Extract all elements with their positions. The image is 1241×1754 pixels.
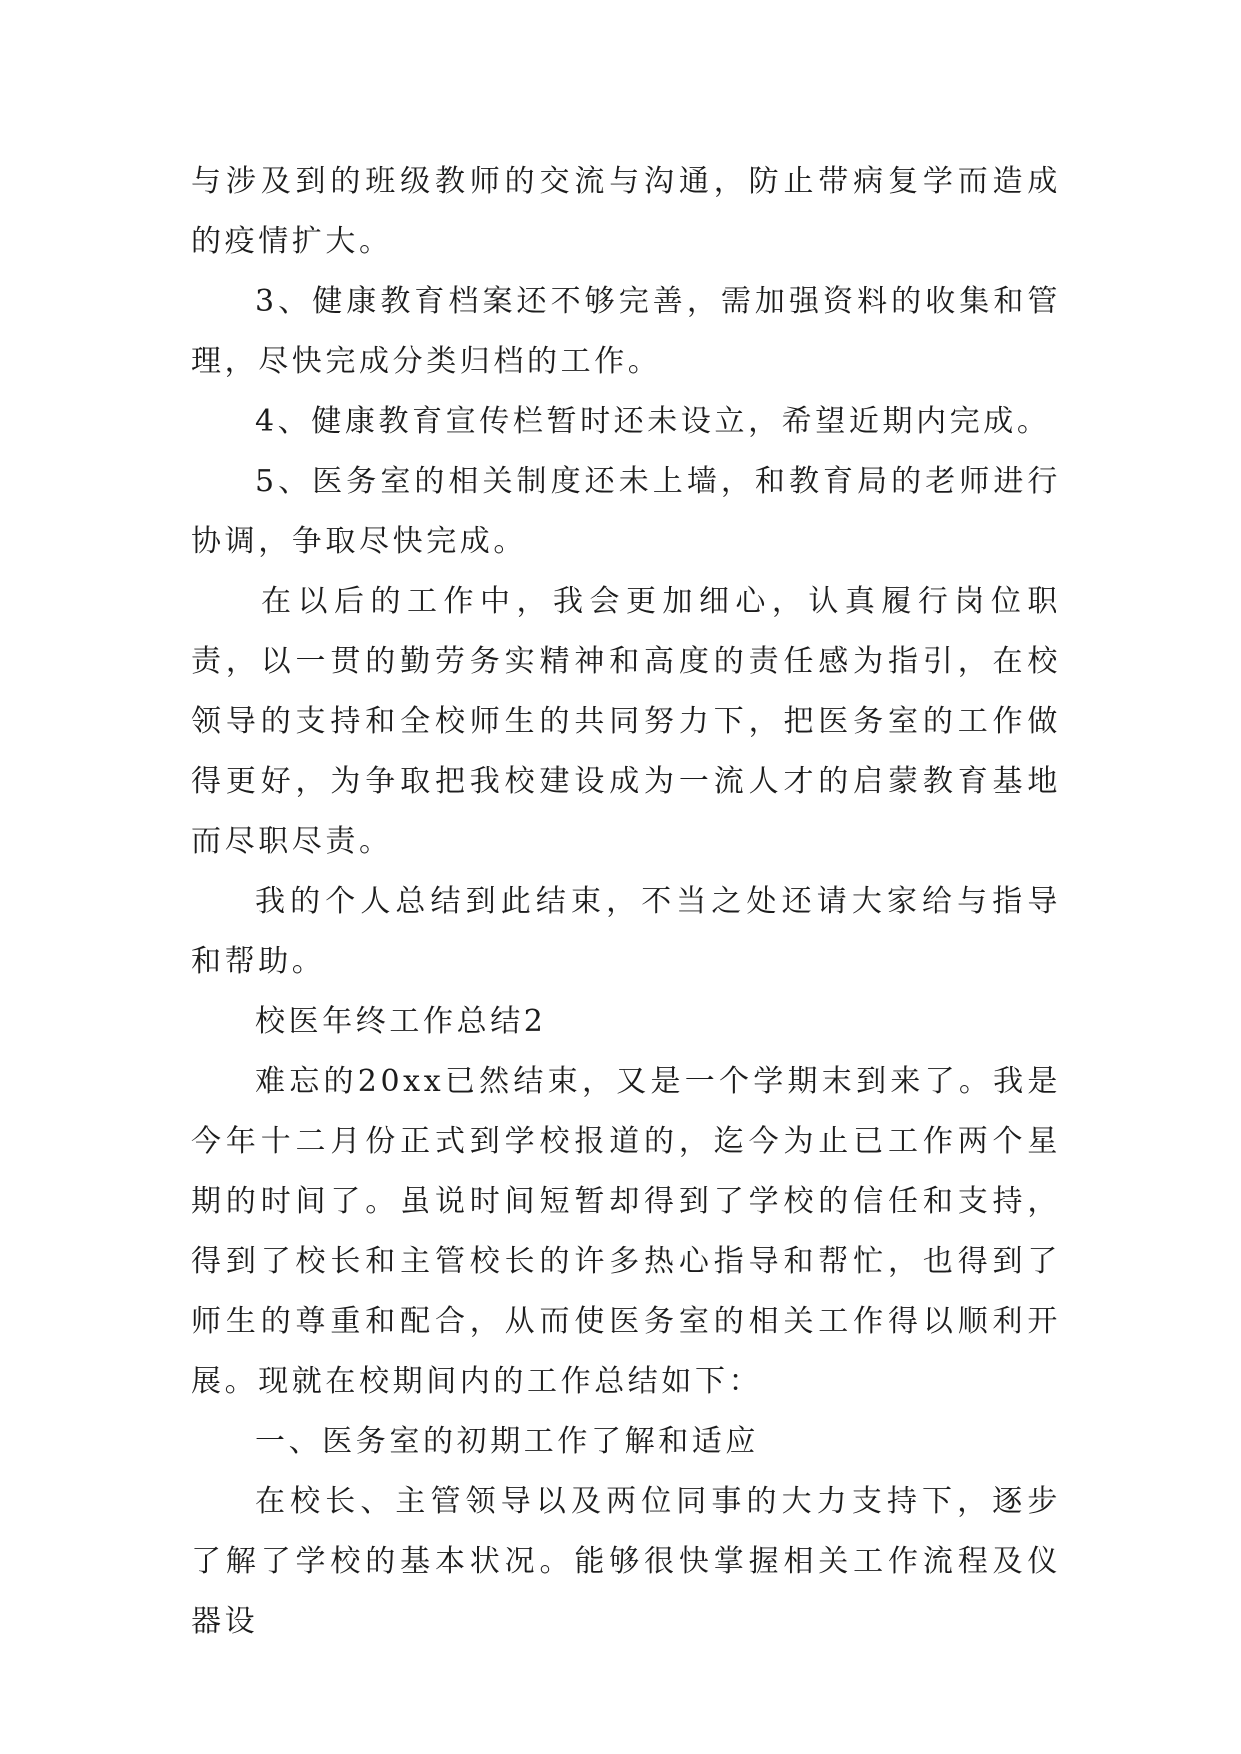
paragraph-clinic-rules: 5、医务室的相关制度还未上墙，和教育局的老师进行协调，争取尽快完成。 (191, 464, 1061, 559)
paragraph-health-archive: 3、健康教育档案还不够完善，需加强资料的收集和管理，尽快完成分类归档的工作。 (191, 284, 1061, 379)
paragraph-introduction: 难忘的20xx已然结束，又是一个学期末到来了。我是今年十二月份正式到学校报道的，迄今为止已工作两个星期的时间了。虽说时间短暂却得到了学校的信任和支持，得到了校长和主管校长的许多热心指导和帮忙，也得到了师生的尊重和配合，从而使医务室的相关工作得以顺利开展。现就在校期间内的工作总结如下： (191, 1064, 1061, 1399)
paragraph-closing: 我的个人总结到此结束，不当之处还请大家给与指导和帮助。 (191, 884, 1061, 979)
paragraph-future-work: 在以后的工作中，我会更加细心，认真履行岗位职责，以一贯的勤劳务实精神和高度的责任感为指引，在校领导的支持和全校师生的共同努力下，把医务室的工作做得更好，为争取把我校建设成为一流人才的启蒙教育基地而尽职尽责。 (191, 584, 1061, 859)
subsection-title-initial-work: 一、医务室的初期工作了解和适应 (255, 1424, 759, 1459)
paragraph-bulletin-board: 4、健康教育宣传栏暂时还未设立，希望近期内完成。 (255, 404, 1051, 439)
paragraph-support: 在校长、主管领导以及两位同事的大力支持下，逐步了解了学校的基本状况。能够很快掌握相关工作流程及仪器设 (191, 1484, 1061, 1639)
section-title-summary-2: 校医年终工作总结2 (255, 1004, 547, 1039)
document-body (191, 152, 1061, 1652)
paragraph-epidemic-communication: 与涉及到的班级教师的交流与沟通，防止带病复学而造成的疫情扩大。 (191, 164, 1061, 259)
